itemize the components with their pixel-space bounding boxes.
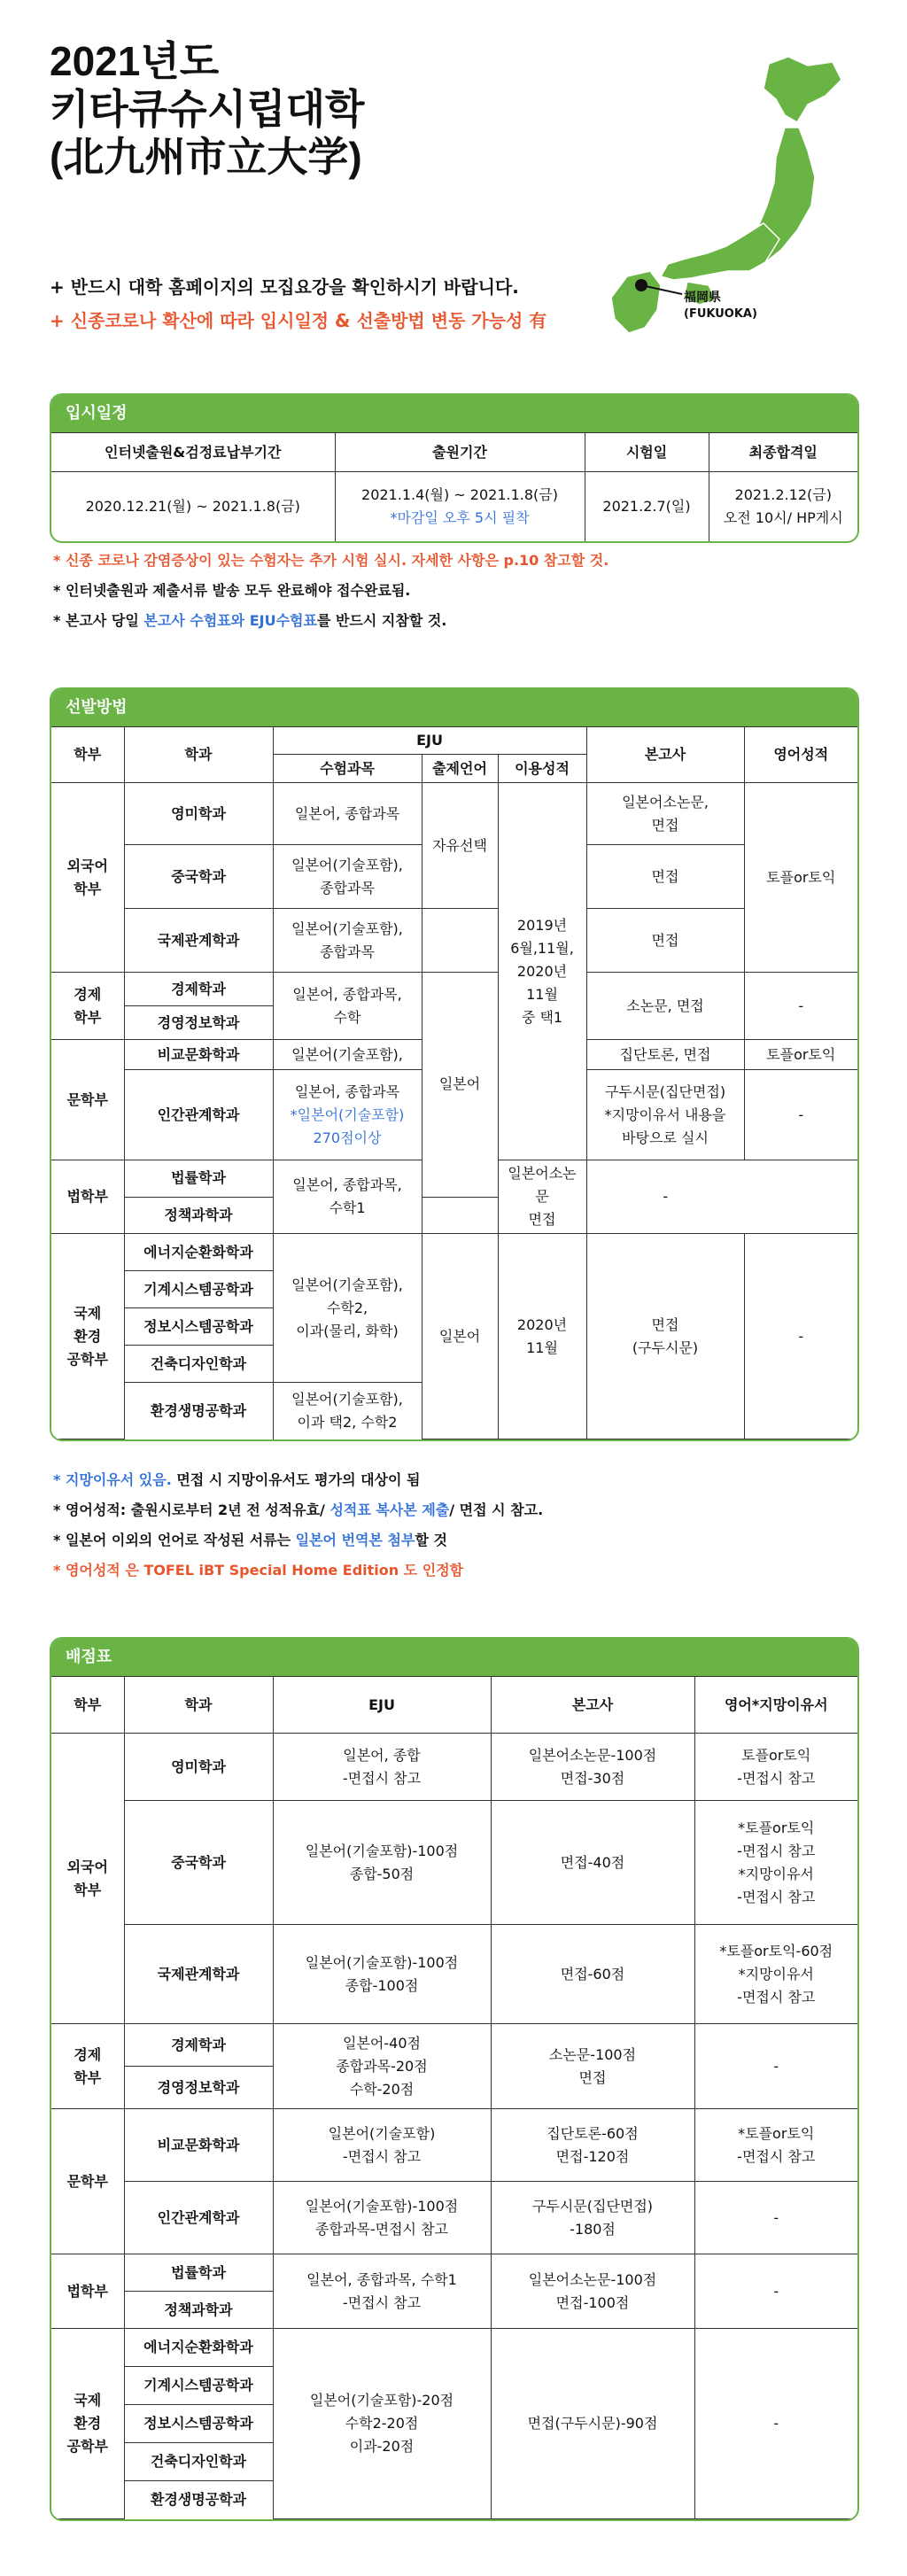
notice-check-homepage: + 반드시 대학 홈페이지의 모집요강을 확인하시기 바랍니다. bbox=[50, 276, 519, 298]
pts-eju-law: 일본어, 종합과목, 수학1 -면접시 참고 bbox=[273, 2254, 491, 2329]
sel-subject-env1: 일본어(기술포함), 수학2, 이과(물리, 화학) bbox=[273, 1234, 422, 1383]
selection-section bbox=[50, 687, 859, 1441]
pts-major-english: 영미학과 bbox=[124, 1734, 273, 1801]
pts-col-dept: 학부 bbox=[51, 1677, 124, 1734]
pts-eng-human: - bbox=[694, 2182, 857, 2254]
pts-eng-english: 토플or토익 -면접시 참고 bbox=[694, 1734, 857, 1801]
pts-eng-intl: *토플or토익-60점 *지망이유서 -면접시 참고 bbox=[694, 1925, 857, 2024]
sel-note-motivation: * 지망이유서 있음. 면접 시 지망이유서도 평가의 대상이 됨 bbox=[53, 1471, 421, 1488]
sel-col-exam: 본고사 bbox=[586, 727, 744, 783]
pts-col-major: 학과 bbox=[124, 1677, 273, 1734]
sel-col-eju-score: 이용성적 bbox=[498, 755, 586, 783]
pts-major-compare: 비교문화학과 bbox=[124, 2109, 273, 2182]
sel-major-bio: 환경생명공학과 bbox=[124, 1383, 273, 1439]
sel-exam-compare: 집단토론, 면접 bbox=[586, 1040, 744, 1070]
sel-eng-econ: - bbox=[744, 973, 857, 1040]
sel-col-eju: EJU bbox=[273, 727, 586, 755]
pts-major-human: 인간관계학과 bbox=[124, 2182, 273, 2254]
pts-eng-chinese: *토플or토익 -면접시 참고 *지망이유서 -면접시 참고 bbox=[694, 1801, 857, 1925]
pts-major-info: 정보시스템공학과 bbox=[124, 2405, 273, 2443]
pts-eju-econ: 일본어-40점 종합과목-20점 수학-20점 bbox=[273, 2024, 491, 2109]
pts-col-exam: 본고사 bbox=[491, 1677, 694, 1734]
pts-major-mech: 기계시스템공학과 bbox=[124, 2367, 273, 2405]
pts-col-eju: EJU bbox=[273, 1677, 491, 1734]
sel-major-law: 법률학과 bbox=[124, 1160, 273, 1198]
sel-major-mis: 경영정보학과 bbox=[124, 1006, 273, 1040]
sel-eng-foreign: 토플or토익 bbox=[744, 783, 857, 973]
pts-eng-compare: *토플or토익 -면접시 참고 bbox=[694, 2109, 857, 2182]
sel-exam-law: 일본어소논문 면접 bbox=[498, 1160, 586, 1234]
sel-col-major: 학과 bbox=[124, 727, 273, 783]
pts-eju-compare: 일본어(기술포함) -면접시 참고 bbox=[273, 2109, 491, 2182]
sel-subject-human: 일본어, 종합과목 *일본어(기술포함) 270점이상 bbox=[273, 1070, 422, 1160]
pts-major-econ: 경제학과 bbox=[124, 2024, 273, 2067]
pts-major-policy: 정책과학과 bbox=[124, 2292, 273, 2329]
schedule-header: 입시일정 bbox=[51, 395, 857, 432]
map-city-label: 福岡県 bbox=[684, 291, 721, 305]
pts-eju-intl: 일본어(기술포함)-100점 종합-100점 bbox=[273, 1925, 491, 2024]
sel-subject-econ: 일본어, 종합과목, 수학 bbox=[273, 973, 422, 1040]
pts-eng-econ: - bbox=[694, 2024, 857, 2109]
japan-map-illustration bbox=[576, 53, 877, 345]
pts-major-intl: 국제관계학과 bbox=[124, 1925, 273, 2024]
schedule-online-period: 2020.12.21(월) ~ 2021.1.8(금) bbox=[51, 472, 335, 541]
sel-col-eng: 영어성적 bbox=[744, 727, 857, 783]
points-table bbox=[51, 1676, 857, 2519]
sel-major-info: 정보시스템공학과 bbox=[124, 1308, 273, 1346]
notice-covid-change: + 신종코로나 확산에 따라 입시일정 & 선출방법 변동 가능성 有 bbox=[50, 310, 547, 331]
pts-eju-chinese: 일본어(기술포함)-100점 종합-50점 bbox=[273, 1801, 491, 1925]
sel-dept-foreign: 외국어 학부 bbox=[51, 783, 124, 973]
sel-exam-env: 면접 (구두시문) bbox=[586, 1234, 744, 1439]
points-section bbox=[50, 1637, 859, 2521]
pts-major-law: 법률학과 bbox=[124, 2254, 273, 2292]
pts-exam-english: 일본어소논문-100점 면접-30점 bbox=[491, 1734, 694, 1801]
sel-major-econ: 경제학과 bbox=[124, 973, 273, 1006]
pts-exam-econ: 소논문-100점 면접 bbox=[491, 2024, 694, 2109]
sel-lang-env: 일본어 bbox=[422, 1234, 498, 1439]
sel-exam-human: 구두시문(집단면접) *지망이유서 내용을 바탕으로 실시 bbox=[586, 1070, 744, 1160]
title-school: 키타큐슈시립대학 bbox=[50, 86, 365, 132]
pts-exam-compare: 집단토론-60점 면접-120점 bbox=[491, 2109, 694, 2182]
schedule-section bbox=[50, 393, 859, 543]
schedule-col-online: 인터넷출원&검정료납부기간 bbox=[51, 433, 335, 472]
sel-dept-econ: 경제 학부 bbox=[51, 973, 124, 1040]
sel-major-intl: 국제관계학과 bbox=[124, 909, 273, 973]
pts-exam-chinese: 면접-40점 bbox=[491, 1801, 694, 1925]
sel-col-eju-subject: 수험과목 bbox=[273, 755, 422, 783]
sel-score-env: 2020년 11월 bbox=[498, 1234, 586, 1439]
pts-major-energy: 에너지순환화학과 bbox=[124, 2329, 273, 2367]
pts-exam-human: 구두시문(집단면접) -180점 bbox=[491, 2182, 694, 2254]
sel-dept-law: 법학부 bbox=[51, 1160, 124, 1234]
schedule-col-exam: 시험일 bbox=[585, 433, 709, 472]
sel-exam-chinese: 면접 bbox=[586, 845, 744, 909]
pts-major-arch: 건축디자인학과 bbox=[124, 2443, 273, 2481]
sel-exam-english: 일본어소논문, 면접 bbox=[586, 783, 744, 845]
sel-major-compare: 비교문화학과 bbox=[124, 1040, 273, 1070]
sel-score-period: 2019년 6월,11월, 2020년 11월 중 택1 bbox=[498, 783, 586, 1160]
schedule-exam-date: 2021.2.7(일) bbox=[585, 472, 709, 541]
pts-eju-human: 일본어(기술포함)-100점 종합과목-면접시 참고 bbox=[273, 2182, 491, 2254]
pts-eng-law: - bbox=[694, 2254, 857, 2329]
sel-major-chinese: 중국학과 bbox=[124, 845, 273, 909]
schedule-table bbox=[51, 432, 857, 541]
pts-major-bio: 환경생명공학과 bbox=[124, 2481, 273, 2519]
page-title bbox=[50, 37, 365, 181]
pts-dept-law: 법학부 bbox=[51, 2254, 124, 2329]
pts-dept-econ: 경제 학부 bbox=[51, 2024, 124, 2109]
sel-exam-econ: 소논문, 면접 bbox=[586, 973, 744, 1040]
sel-subject-compare: 일본어(기술포함), bbox=[273, 1040, 422, 1070]
pts-exam-env: 면접(구두시문)-90점 bbox=[491, 2329, 694, 2519]
pts-exam-intl: 면접-60점 bbox=[491, 1925, 694, 2024]
title-school-kanji: (北九州市立大学) bbox=[50, 134, 362, 180]
sel-major-energy: 에너지순환화학과 bbox=[124, 1234, 273, 1271]
pts-dept-lit: 문학부 bbox=[51, 2109, 124, 2254]
pts-dept-env: 국제 환경 공학부 bbox=[51, 2329, 124, 2519]
sel-lang-intl bbox=[422, 909, 498, 973]
sel-subject-intl: 일본어(기술포함), 종합과목 bbox=[273, 909, 422, 973]
pts-major-chinese: 중국학과 bbox=[124, 1801, 273, 1925]
sel-subject-law: 일본어, 종합과목, 수학1 bbox=[273, 1160, 422, 1234]
sel-dept-lit: 문학부 bbox=[51, 1040, 124, 1160]
pts-col-eng: 영어*지망이유서 bbox=[694, 1677, 857, 1734]
sel-major-policy: 정책과학과 bbox=[124, 1197, 273, 1234]
pts-eng-env: - bbox=[694, 2329, 857, 2519]
sel-note-toefl: * 영어성적 은 TOFEL iBT Special Home Edition 도 인정함 bbox=[53, 1562, 464, 1579]
sel-col-dept: 학부 bbox=[51, 727, 124, 783]
map-city-en-label: (FUKUOKA) bbox=[684, 307, 757, 321]
pts-major-mis: 경영정보학과 bbox=[124, 2067, 273, 2109]
sel-lang-japanese: 일본어 bbox=[422, 973, 498, 1198]
schedule-note-covid: * 신종 코로나 감염증상이 있는 수험자는 추가 시험 실시. 자세한 사항은 p.10 참고할 것. bbox=[53, 552, 609, 569]
sel-subject-chinese: 일본어(기술포함), 종합과목 bbox=[273, 845, 422, 909]
sel-note-translation: * 일본어 이외의 언어로 작성된 서류는 일본어 번역본 첨부할 것 bbox=[53, 1532, 447, 1548]
sel-col-eju-lang: 출제언어 bbox=[422, 755, 498, 783]
pts-dept-foreign: 외국어 학부 bbox=[51, 1734, 124, 2024]
schedule-col-result: 최종합격일 bbox=[709, 433, 857, 472]
selection-table bbox=[51, 726, 857, 1439]
points-header: 배점표 bbox=[51, 1639, 857, 1676]
sel-dept-env: 국제 환경 공학부 bbox=[51, 1234, 124, 1439]
sel-major-human: 인간관계학과 bbox=[124, 1070, 273, 1160]
sel-exam-intl: 면접 bbox=[586, 909, 744, 973]
sel-major-arch: 건축디자인학과 bbox=[124, 1346, 273, 1383]
schedule-note-admission-ticket: * 본고사 당일 본고사 수험표와 EJU수험표를 반드시 지참할 것. bbox=[53, 612, 447, 629]
sel-eng-law: - bbox=[586, 1160, 744, 1234]
sel-subject-env2: 일본어(기술포함), 이과 택2, 수학2 bbox=[273, 1383, 422, 1439]
sel-eng-env: - bbox=[744, 1234, 857, 1439]
sel-eng-compare: 토플or토익 bbox=[744, 1040, 857, 1070]
sel-major-english: 영미학과 bbox=[124, 783, 273, 845]
schedule-col-apply: 출원기간 bbox=[335, 433, 585, 472]
schedule-apply-period: 2021.1.4(월) ~ 2021.1.8(금) *마감일 오후 5시 필착 bbox=[335, 472, 585, 541]
schedule-note-complete: * 인터넷출원과 제출서류 발송 모두 완료해야 접수완료됨. bbox=[53, 582, 411, 599]
sel-lang-foreign: 자유선택 bbox=[422, 783, 498, 909]
sel-subject-english: 일본어, 종합과목 bbox=[273, 783, 422, 845]
pts-eju-english: 일본어, 종합 -면접시 참고 bbox=[273, 1734, 491, 1801]
selection-header: 선발방법 bbox=[51, 689, 857, 726]
sel-major-mech: 기계시스템공학과 bbox=[124, 1271, 273, 1308]
schedule-result-date: 2021.2.12(금) 오전 10시/ HP게시 bbox=[709, 472, 857, 541]
sel-eng-human: - bbox=[744, 1070, 857, 1160]
sel-note-english: * 영어성적: 출원시로부터 2년 전 성적유효/ 성적표 복사본 제출/ 면접 시 참고. bbox=[53, 1501, 544, 1518]
pts-eju-env: 일본어(기술포함)-20점 수학2-20점 이과-20점 bbox=[273, 2329, 491, 2519]
title-year: 2021년도 bbox=[50, 38, 220, 84]
pts-exam-law: 일본어소논문-100점 면접-100점 bbox=[491, 2254, 694, 2329]
